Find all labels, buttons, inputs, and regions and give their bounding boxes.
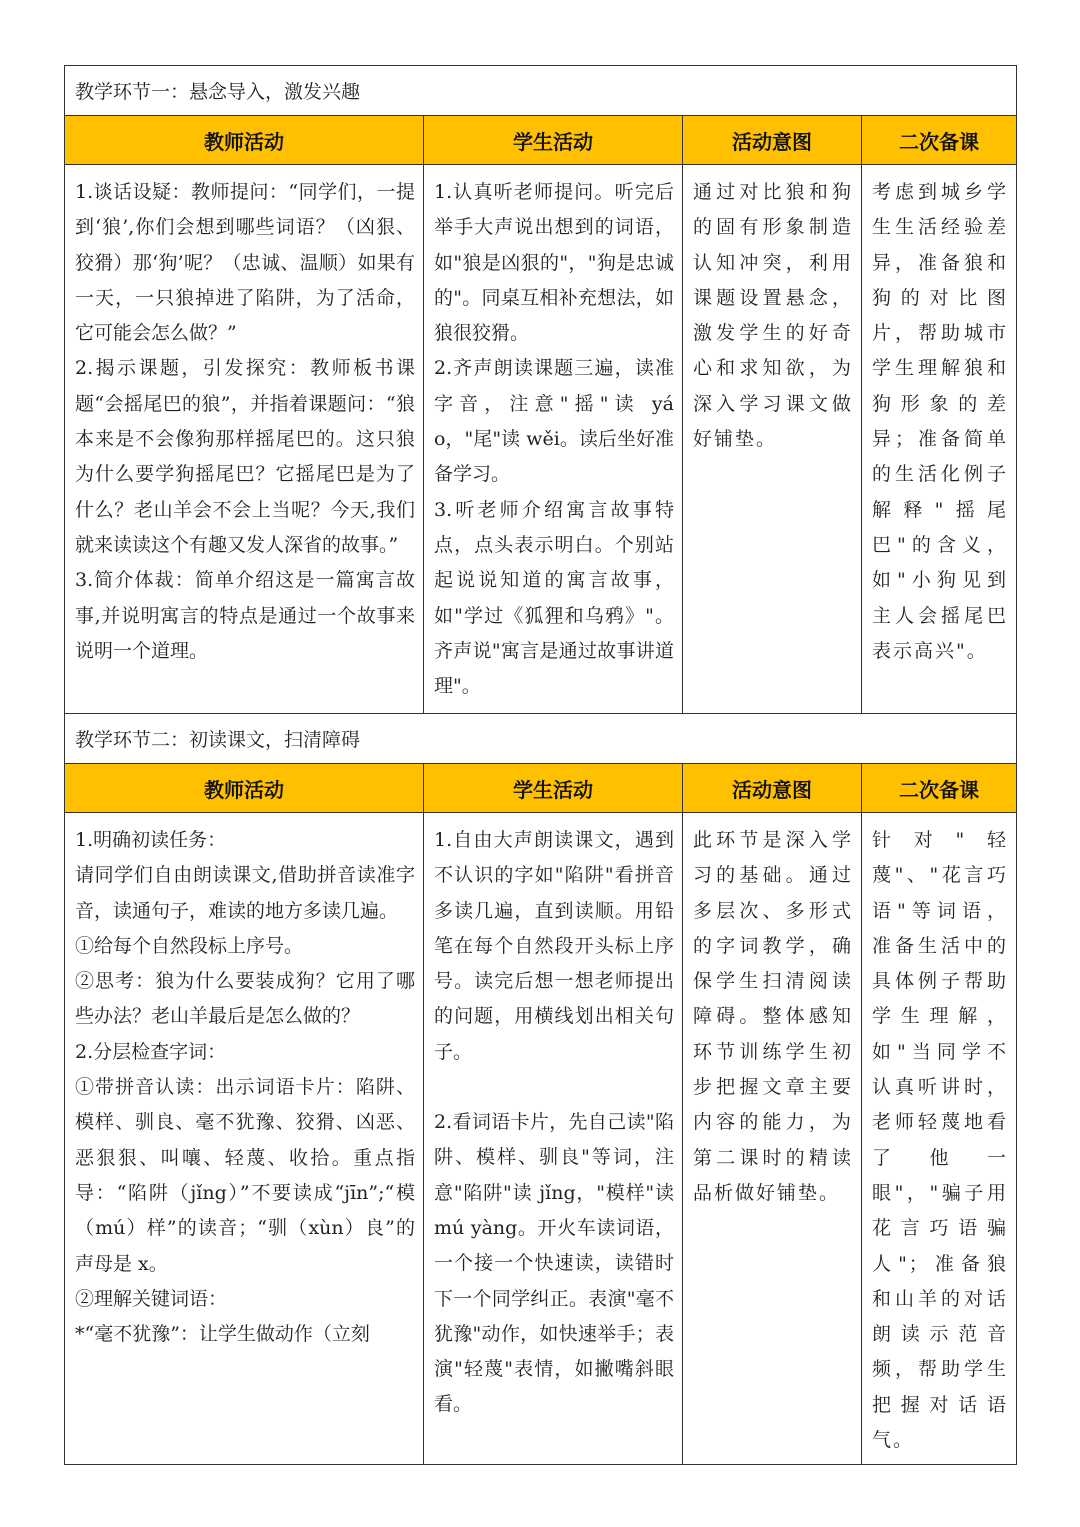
section-2-teacher-item: 2.分层检查字词：	[75, 1040, 227, 1063]
section-1-student-item: 3.听老师介绍寓言故事特点，点头表示明白。个别站起说说知道的寓言故事，如"学过《狐狸和乌鸦》"。齐声说"寓言是通过故事讲道理"。	[434, 498, 674, 698]
section-1-student-item: 2.齐声朗读课题三遍，读准字音，注意"摇"读 yáo，"尾"读 wěi。读后坐好准备学习。	[434, 357, 674, 486]
section-1-teacher-item: 2.揭示课题，引发探究：教师板书课题“会摇尾巴的狼”，并指着课题问：“狼本来是不会像狗那样摇尾巴的。这只狼为什么要学狗摇尾巴？它摇尾巴是为了什么？老山羊会不会上当呢？今天,我们就来读读这个有趣又发人深省的故事。”	[75, 357, 415, 556]
section-2-title: 教学环节二：初读课文，扫清障碍	[65, 714, 1017, 764]
section-1-title: 教学环节一：悬念导入，激发兴趣	[65, 66, 1017, 116]
section-1-student-cell	[424, 165, 683, 714]
header-student-activity: 学生活动	[424, 764, 683, 813]
section-2-teacher-item: ②理解关键词语：	[75, 1287, 228, 1310]
section-2-teacher-item: ①给每个自然段标上序号。	[75, 934, 304, 957]
section-1-intent-text: 通过对比狼和狗的固有形象制造认知冲突，利用课题设置悬念，激发学生的好奇心和求知欲，为深入学习课文做好铺垫。	[693, 181, 853, 451]
lesson-plan-table	[64, 65, 1017, 1465]
section-2-teacher-item: ②思考：狼为什么要装成狗？它用了哪些办法？老山羊最后是怎么做的？	[75, 970, 415, 1028]
header-second-prep: 二次备课	[862, 116, 1017, 165]
section-2-title-row	[65, 714, 1017, 764]
header-teacher-activity: 教师活动	[65, 764, 424, 813]
section-2-teacher-item: *“毫不犹豫”：让学生做动作（立刻	[75, 1323, 370, 1346]
section-2-teacher-item: 1.明确初读任务：	[75, 829, 227, 851]
section-2-student-item: 2.看词语卡片，先自己读"陷阱、模样、驯良"等词，注意"陷阱"读 jǐng，"模样"读 mú yàng。开火车读词语，一个接一个快速读，读错时下一个同学纠正。表演"毫不犹豫"动作，如快速举手；表演"轻蔑"表情，如撇嘴斜眼看。	[434, 1111, 674, 1416]
section-1-content-row	[65, 165, 1017, 714]
section-2-student-spacer	[434, 1070, 674, 1105]
section-2-header-row	[65, 764, 1017, 813]
section-2-content-row	[65, 813, 1017, 1465]
header-activity-intent: 活动意图	[683, 116, 862, 165]
section-1-intent-cell	[683, 165, 862, 714]
section-2-student-cell	[424, 813, 683, 1465]
section-2-intent-cell	[683, 813, 862, 1465]
header-student-activity: 学生活动	[424, 116, 683, 165]
section-2-student-item: 1.自由大声朗读课文，遇到不认识的字如"陷阱"看拼音多读几遍，直到读顺。用铅笔在每个自然段开头标上序号。读完后想一想老师提出的问题，用横线划出相关句子。	[434, 829, 674, 1063]
section-2-prep-text: 针对"轻蔑"、"花言巧语"等词语，准备生活中的具体例子帮助学生理解，如"当同学不认真听讲时，老师轻蔑地看了他一眼"，"骗子用花言巧语骗人"；准备狼和山羊的对话朗读示范音频，帮助学生把握对话语气。	[872, 829, 1009, 1452]
section-1-teacher-item: 3.简介体裁：简单介绍这是一篇寓言故事,并说明寓言的特点是通过一个故事来说明一个道理。	[75, 569, 415, 662]
lesson-plan	[64, 65, 1016, 1465]
section-2-teacher-item: 请同学们自由朗读课文,借助拼音读准字音，读通句子，难读的地方多读几遍。	[75, 864, 415, 922]
header-activity-intent: 活动意图	[683, 764, 862, 813]
header-second-prep: 二次备课	[862, 764, 1017, 813]
section-2-teacher-item: ①带拼音认读：出示词语卡片：陷阱、模样、驯良、毫不犹豫、狡猾、凶恶、恶狠狠、叫嚷、轻蔑、收拾。重点指导：“陷阱（jǐng）”不要读成“jīn”;“模（mú）样”的读音；“驯（xùn）良”的声母是 x。	[75, 1076, 415, 1275]
section-1-student-item: 1.认真听老师提问。听完后举手大声说出想到的词语，如"狼是凶狠的"，"狗是忠诚的"。同桌互相补充想法，如狼很狡猾。	[434, 181, 674, 345]
section-1-teacher-item: 1.谈话设疑：教师提问：“同学们，一提到‘狼’,你们会想到哪些词语？（凶狠、狡猾）那‘狗’呢？（忠诚、温顺）如果有一天，一只狼掉进了陷阱，为了活命，它可能会怎么做？”	[75, 181, 415, 345]
header-teacher-activity: 教师活动	[65, 116, 424, 165]
section-1-header-row	[65, 116, 1017, 165]
section-1-title-row	[65, 66, 1017, 116]
section-2-prep-cell	[862, 813, 1017, 1465]
section-2-intent-text: 此环节是深入学习的基础。通过多层次、多形式的字词教学，确保学生扫清阅读障碍。整体感知环节训练学生初步把握文章主要内容的能力，为第二课时的精读品析做好铺垫。	[693, 829, 853, 1204]
section-1-prep-cell	[862, 165, 1017, 714]
section-2-teacher-cell	[65, 813, 424, 1465]
section-1-prep-text: 考虑到城乡学生生活经验差异，准备狼和狗的对比图片，帮助城市学生理解狼和狗形象的差异；准备简单的生活化例子解释"摇尾巴"的含义，如"小狗见到主人会摇尾巴表示高兴"。	[872, 181, 1009, 662]
section-1-teacher-cell	[65, 165, 424, 714]
